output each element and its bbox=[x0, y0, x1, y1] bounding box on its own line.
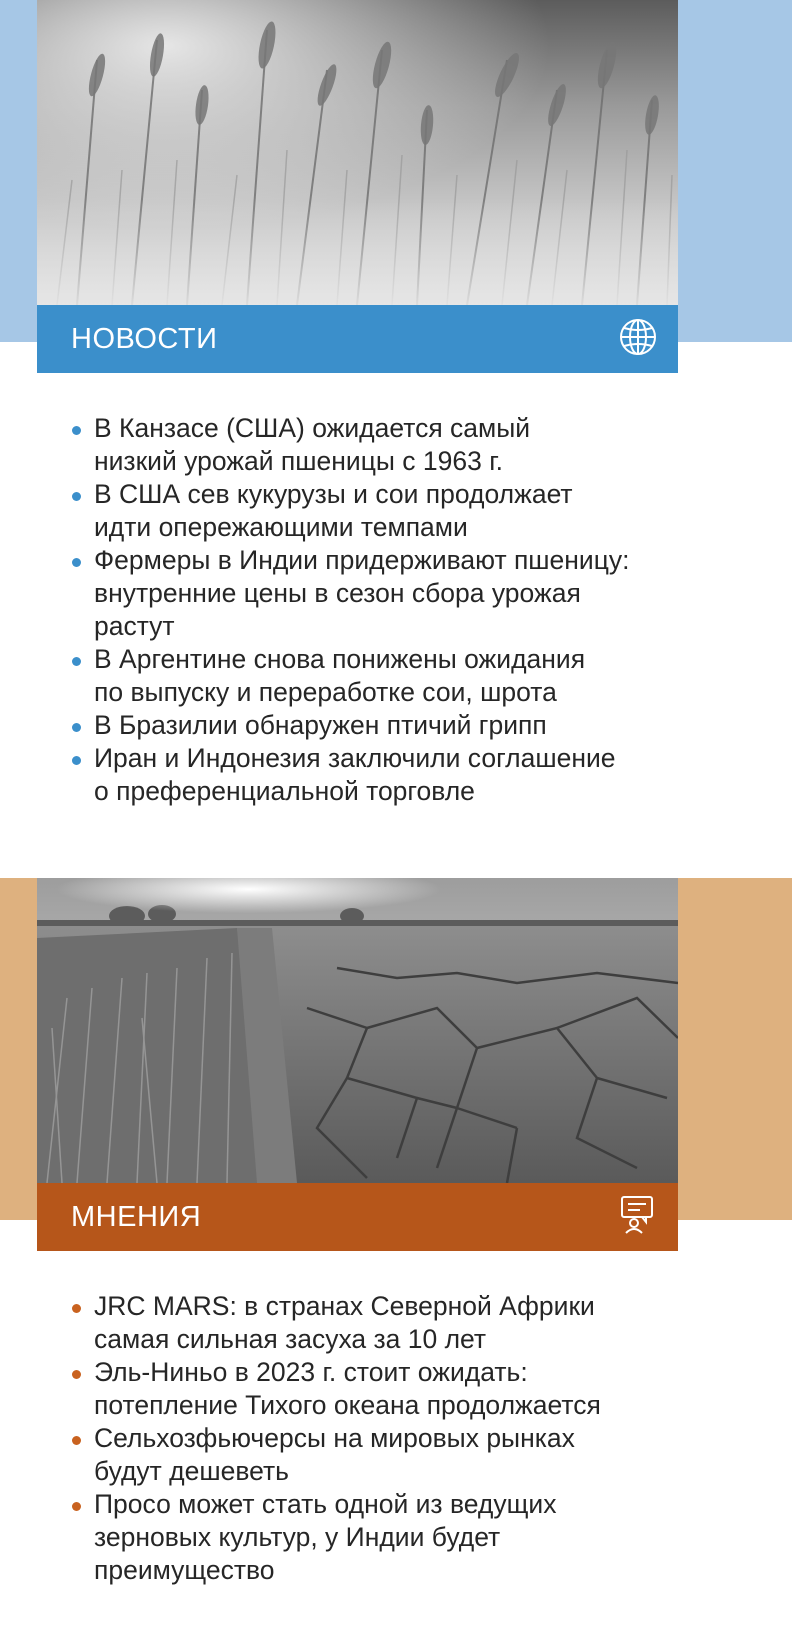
list-item: Иран и Индонезия заключили соглашение о преференциальной торговле bbox=[70, 742, 710, 808]
list-item: Просо может стать одной из ведущих зерновых культур, у Индии будет преимущество bbox=[70, 1488, 710, 1587]
opinions-title: МНЕНИЯ bbox=[71, 1200, 202, 1233]
list-item: Эль-Ниньо в 2023 г. стоит ожидать: потепление Тихого океана продолжается bbox=[70, 1356, 710, 1422]
news-list bbox=[70, 412, 710, 808]
news-title: НОВОСТИ bbox=[71, 322, 218, 355]
list-item: В Бразилии обнаружен птичий грипп bbox=[70, 709, 710, 742]
wheat-field-photo bbox=[37, 0, 678, 305]
list-item: В США сев кукурузы и сои продолжает идти опережающими темпами bbox=[70, 478, 710, 544]
opinions-section-header bbox=[37, 1183, 678, 1251]
list-item: Сельхозфьючерсы на мировых рынках будут дешеветь bbox=[70, 1422, 710, 1488]
news-section-header bbox=[37, 305, 678, 373]
list-item: В Канзасе (США) ожидается самый низкий урожай пшеницы с 1963 г. bbox=[70, 412, 710, 478]
list-item: Фермеры в Индии придерживают пшеницу: внутренние цены в сезон сбора урожая растут bbox=[70, 544, 710, 643]
globe-icon bbox=[618, 317, 658, 362]
chat-expert-icon bbox=[620, 1195, 658, 1240]
list-item: В Аргентине снова понижены ожидания по выпуску и переработке сои, шрота bbox=[70, 643, 710, 709]
opinions-list bbox=[70, 1290, 710, 1587]
drought-field-photo bbox=[37, 878, 678, 1183]
list-item: JRC MARS: в странах Северной Африки самая сильная засуха за 10 лет bbox=[70, 1290, 710, 1356]
